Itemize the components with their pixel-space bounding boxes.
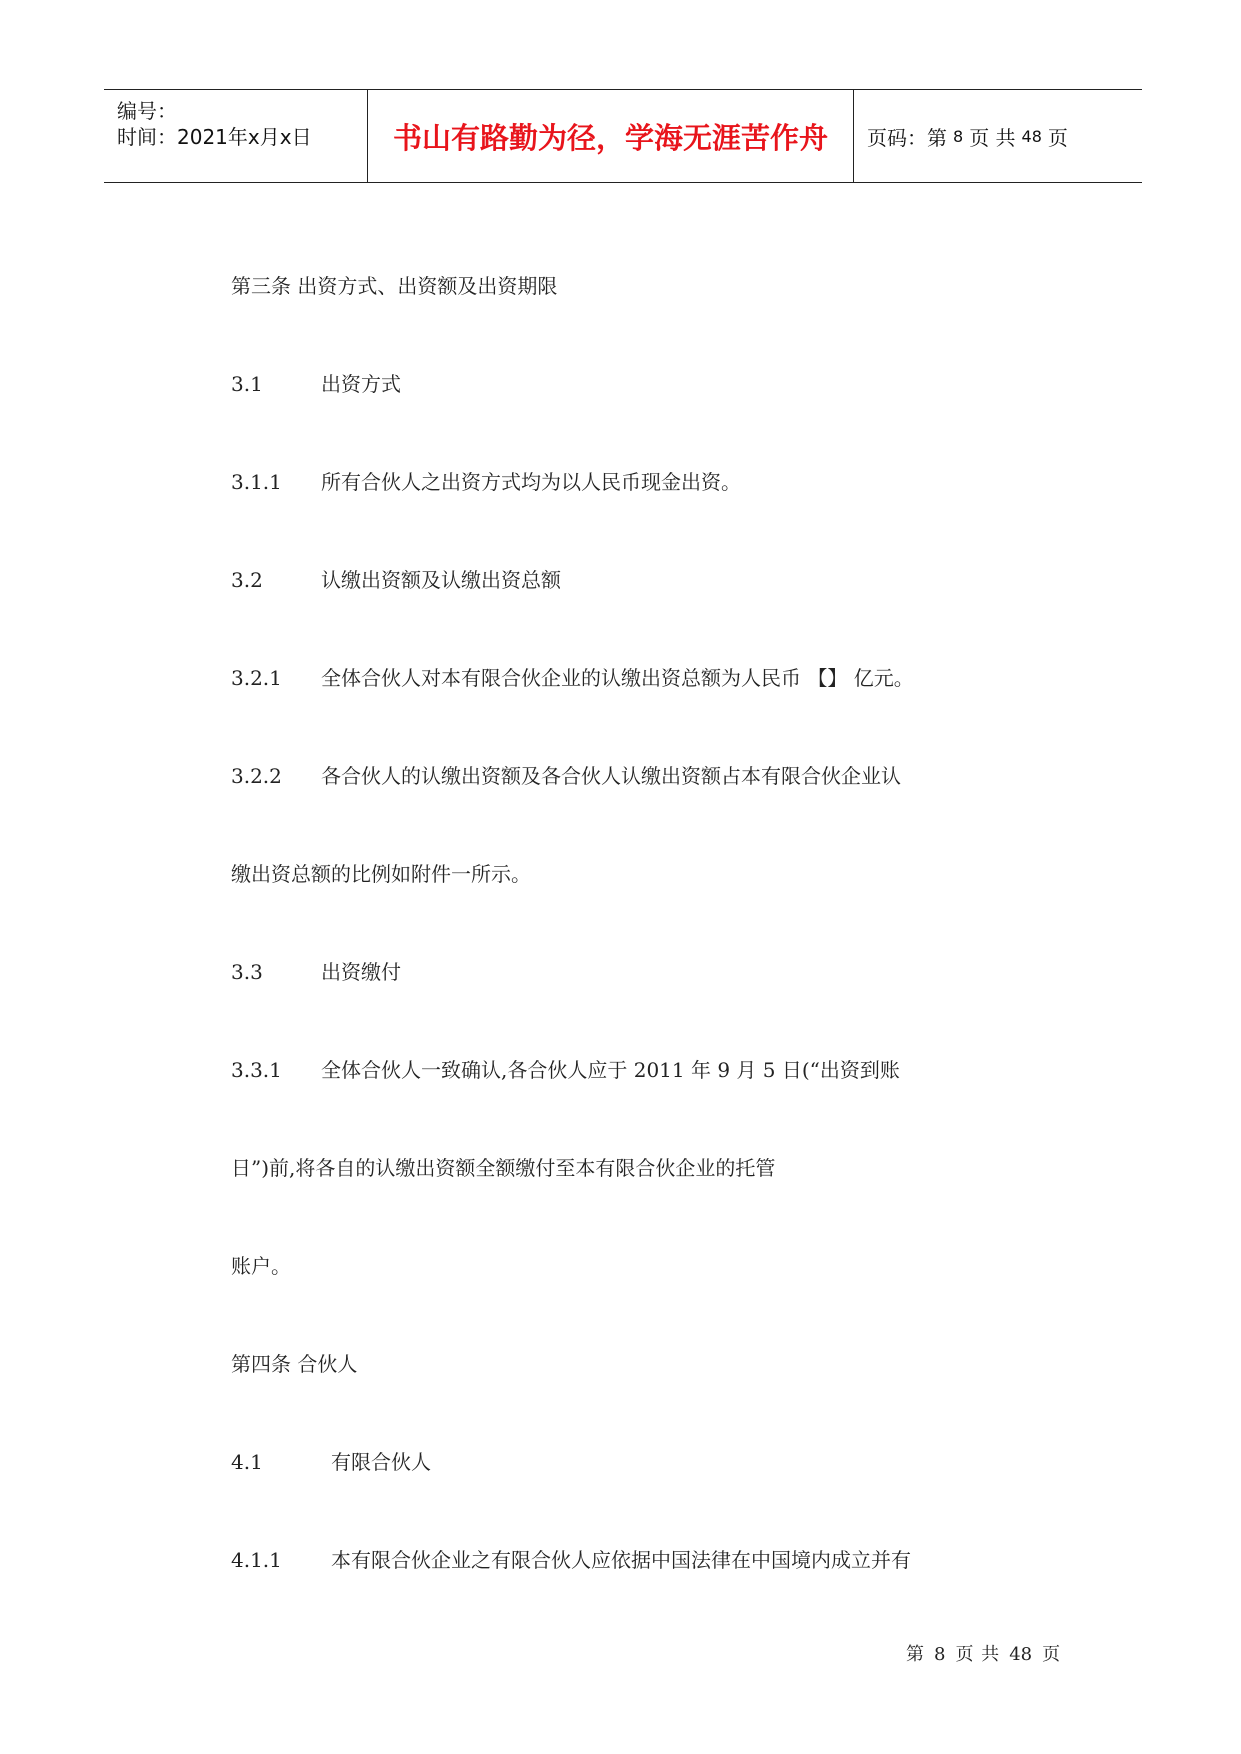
clause: [231, 1544, 911, 1573]
footer-total: 48: [1009, 1644, 1033, 1665]
clause: [231, 564, 561, 593]
article-heading: [231, 1348, 357, 1377]
header-motto: 书山有路勤为径，学海无涯苦作舟: [392, 120, 828, 155]
clause: [231, 1446, 431, 1475]
paragraph-text: 全体合伙人对本有限合伙企业的认缴出资总额为人民币 【】 亿元。: [321, 666, 914, 690]
clause-number: 3.2: [231, 568, 263, 592]
clause: [231, 760, 901, 789]
clause: [231, 662, 914, 691]
serial-label: 编号：: [117, 99, 177, 123]
paragraph-text: 出资缴付: [321, 960, 401, 984]
paragraph-text: 出资方式: [321, 372, 401, 396]
clause: [231, 466, 741, 495]
paragraph-text: 缴出资总额的比例如附件一所示。: [231, 862, 531, 886]
page-mid: 页 共: [969, 125, 1016, 150]
paragraph-text: 本有限合伙企业之有限合伙人应依据中国法律在中国境内成立并有: [331, 1548, 911, 1572]
page-footer: [906, 1640, 1060, 1666]
paragraph-text: 第四条 合伙人: [231, 1352, 358, 1376]
paragraph-text: 日”)前,将各自的认缴出资额全额缴付至本有限合伙企业的托管: [231, 1156, 776, 1180]
footer-mid: 页 共: [955, 1644, 1000, 1665]
clause-continuation: [231, 1250, 291, 1279]
footer-suffix: 页: [1042, 1644, 1061, 1665]
paragraph-text: 各合伙人的认缴出资额及各合伙人认缴出资额占本有限合伙企业认: [321, 764, 901, 788]
clause-number: 3.3.1: [231, 1058, 282, 1082]
article-heading: [231, 270, 557, 299]
clause-number: 3.1.1: [231, 470, 282, 494]
paragraph-text: 第三条 出资方式、出资额及出资期限: [231, 274, 558, 298]
paragraph-text: 全体合伙人一致确认,各合伙人应于 2011 年 9 月 5 日(“出资到账: [321, 1058, 900, 1082]
clause-number: 3.3: [231, 960, 263, 984]
paragraph-text: 有限合伙人: [331, 1450, 431, 1474]
footer-current: 8: [934, 1644, 946, 1665]
footer-prefix: 第: [906, 1644, 924, 1665]
clause-number: 3.2.1: [231, 666, 282, 690]
clause-number: 4.1: [231, 1450, 263, 1474]
paragraph-text: 账户。: [231, 1254, 291, 1278]
page-label: 页码：第: [867, 125, 947, 150]
clause: [231, 368, 401, 397]
time-label: 时间：2021年x月x日: [117, 125, 312, 149]
clause-number: 3.2.2: [231, 764, 282, 788]
clause-continuation: [231, 1152, 775, 1181]
clause: [231, 1054, 900, 1083]
page-current: 8: [953, 126, 964, 146]
paragraph-text: 认缴出资额及认缴出资总额: [321, 568, 561, 592]
clause-number: 4.1.1: [231, 1548, 282, 1572]
page-total: 48: [1021, 126, 1042, 146]
clause-continuation: [231, 858, 531, 887]
page-suffix: 页: [1047, 125, 1068, 150]
paragraph-text: 所有合伙人之出资方式均为以人民币现金出资。: [321, 470, 741, 494]
clause-number: 3.1: [231, 372, 263, 396]
clause: [231, 956, 401, 985]
